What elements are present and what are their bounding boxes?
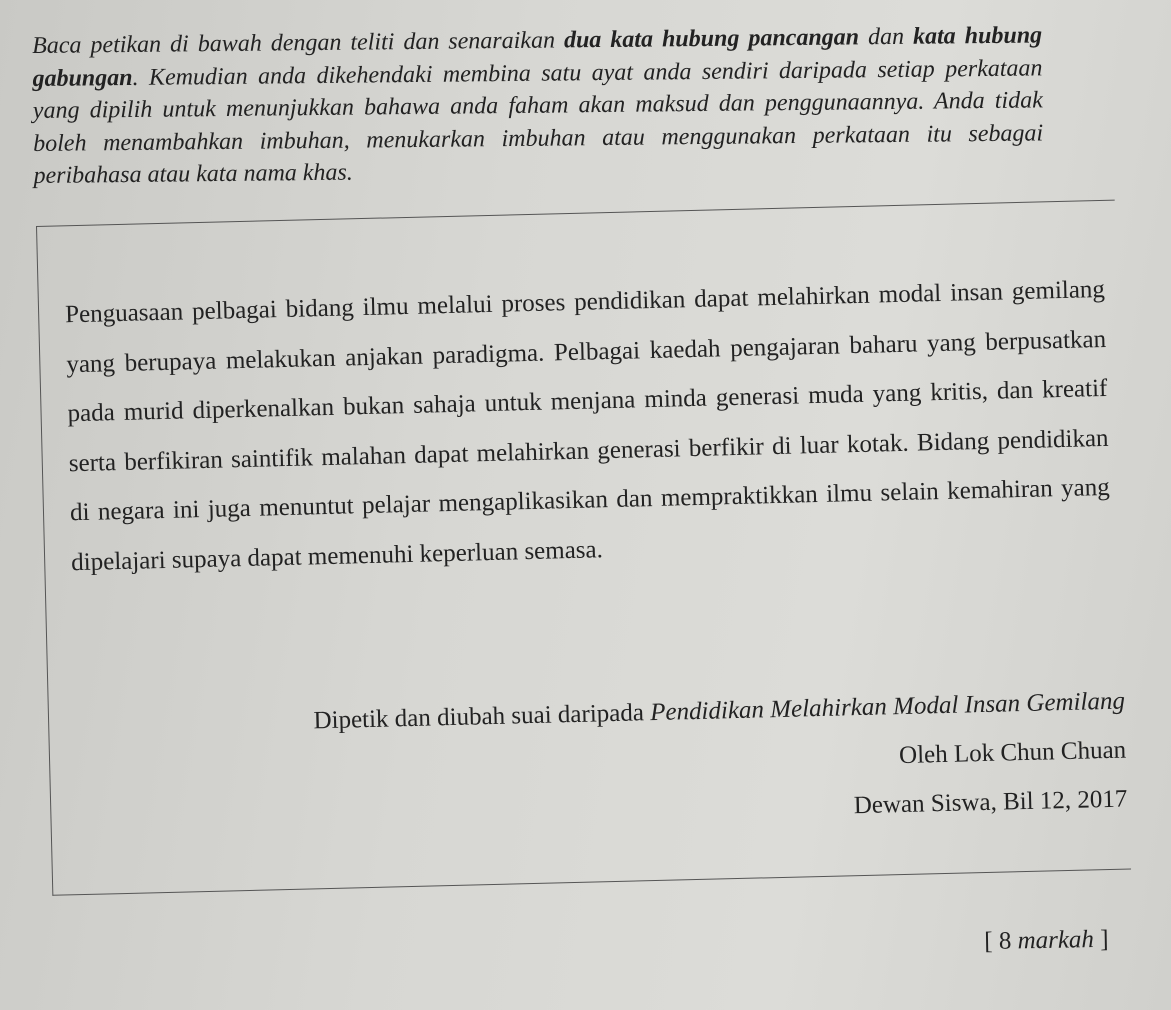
question-instructions <box>32 19 1044 192</box>
instructions-part-2: dan <box>858 23 914 51</box>
source-prefix: Dipetik dan diubah suai daripada <box>313 699 651 735</box>
marks-open: [ 8 <box>984 927 1018 955</box>
passage-source <box>85 677 1128 849</box>
passage-box <box>36 200 1131 896</box>
instructions-bold-term-2: kata hubung gabungan <box>32 22 1043 92</box>
source-title: Pendidikan Melahirkan Modal Insan Gemilang <box>649 687 1126 727</box>
instructions-part-3: . Kemudian anda dikehendaki membina satu ayat anda sendiri daripada setiap perkataan yang dipilih untuk menunjukkan bahawa anda faham akan maksud dan penggunaannya. Anda tidak boleh menambahkan imbuhan, menukarkan imbuhan atau menggunakan perkataan itu sebagai peribahasa atau kata nama khas. <box>32 54 1044 189</box>
source-publication: Dewan Siswa, Bil 12, 2017 <box>853 785 1128 820</box>
instructions-part-1: Baca petikan di bawah dengan teliti dan senaraikan <box>32 27 565 59</box>
marks-word: markah <box>1017 926 1095 955</box>
instructions-bold-term-1: dua kata hubung pancangan <box>563 24 860 54</box>
source-author: Oleh Lok Chun Chuan <box>898 736 1127 770</box>
marks-label <box>984 926 1109 956</box>
marks-close: ] <box>1093 925 1109 954</box>
passage-text: Penguasaan pelbagai bidang ilmu melalui proses pendidikan dapat melahirkan modal insan gemilang yang berupaya melakukan anjakan paradigma. Pelbagai kaedah pengajaran baharu yang berpusatkan pada murid diperkenalkan bukan sahaja untuk menjana minda generasi muda yang kritis, dan kreatif serta berfikiran saintifik malahan dapat melahirkan generasi berfikir di luar kotak. Bidang pendidikan di negara ini juga menuntut pelajar mengaplikasikan dan mempraktikkan ilmu selain kemahiran yang dipelajari supaya dapat memenuhi keperluan semasa. <box>64 275 1111 576</box>
